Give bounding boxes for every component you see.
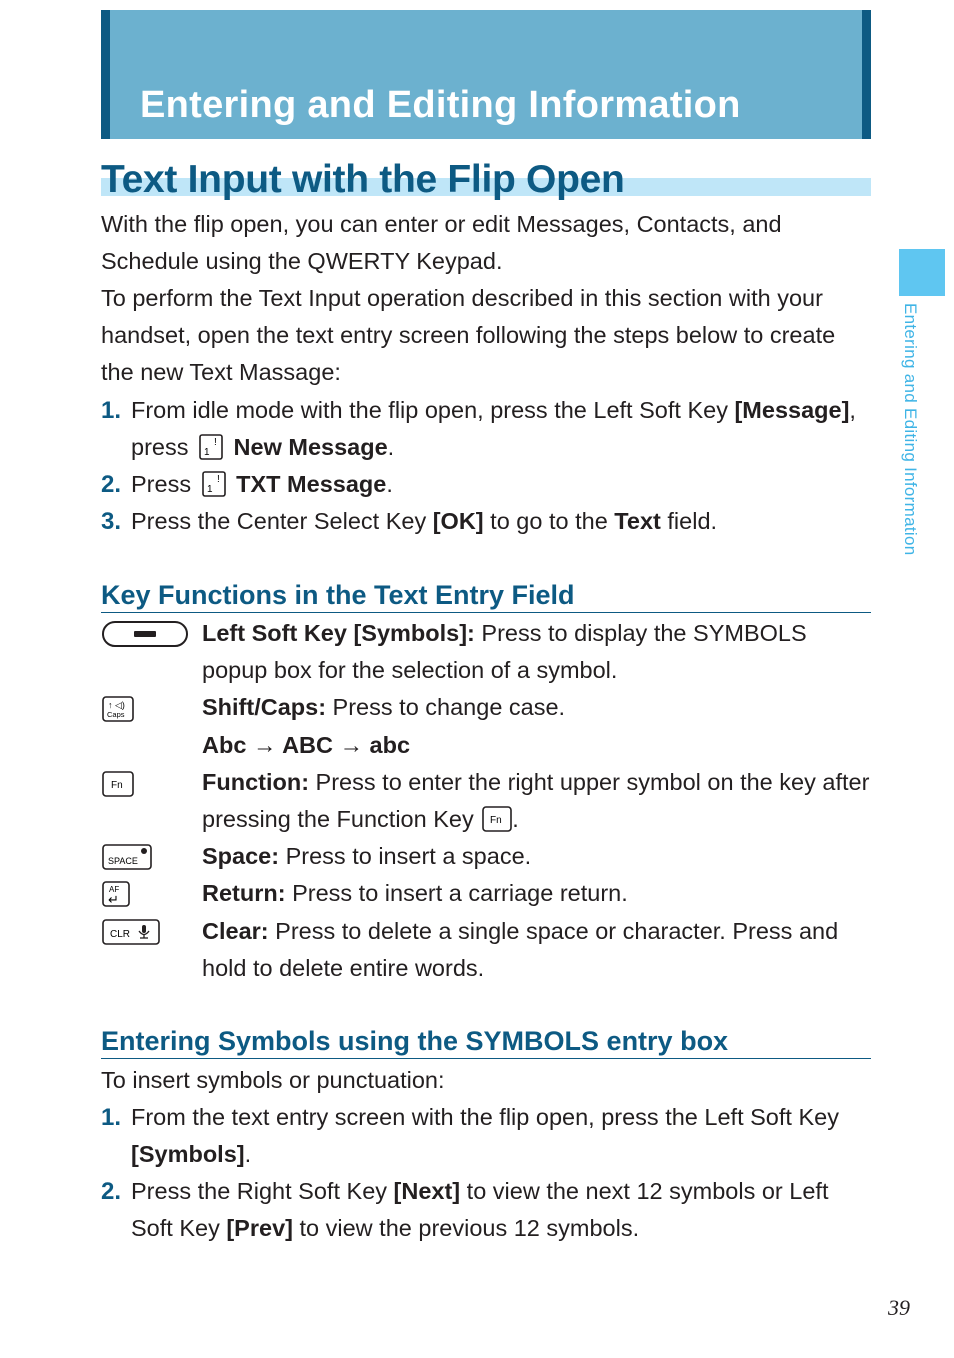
step-3: 3. Press the Center Select Key [OK] to go to the Text field. bbox=[101, 503, 871, 540]
svg-text:CLR: CLR bbox=[110, 929, 131, 940]
step-1: 1. From idle mode with the flip open, press the Left Soft Key [Message], press 1 ! New Message. bbox=[101, 392, 871, 471]
step-number: 1. bbox=[101, 397, 122, 424]
intro-paragraph-1: With the flip open, you can enter or edit Messages, Contacts, and Schedule using the QWERTY Keypad. bbox=[101, 211, 782, 274]
step-number: 2. bbox=[101, 1178, 122, 1205]
symbols-step-2: 2. Press the Right Soft Key [Next] to view the next 12 symbols or Left Soft Key [Prev] to view the previous 12 symbols. bbox=[101, 1173, 871, 1247]
svg-text:SPACE: SPACE bbox=[108, 856, 138, 866]
svg-text:Caps: Caps bbox=[107, 710, 125, 719]
key-row-left-soft-key: Left Soft Key [Symbols]: Press to display the SYMBOLS popup box for the selection of a symbol. bbox=[101, 615, 871, 689]
svg-text:↑ ◁): ↑ ◁) bbox=[108, 700, 125, 710]
step-2: 2. Press 1 ! TXT Message. bbox=[101, 466, 871, 508]
symbols-step-1: 1. From the text entry screen with the flip open, press the Left Soft Key [Symbols]. bbox=[101, 1099, 871, 1173]
svg-text:Fn: Fn bbox=[111, 780, 123, 791]
svg-text:↵: ↵ bbox=[108, 893, 119, 908]
left-soft-key-icon bbox=[101, 620, 189, 659]
step-number: 1. bbox=[101, 1104, 122, 1131]
step-number: 3. bbox=[101, 508, 122, 535]
symbols-intro: To insert symbols or punctuation: bbox=[101, 1067, 445, 1093]
clear-key-icon bbox=[101, 918, 161, 957]
key-row-clear: CLR Clear: Press to delete a single space or character. Press and hold to delete entire words. bbox=[101, 913, 871, 987]
key-row-return: AF ↵ Return: Press to insert a carriage return. bbox=[101, 875, 871, 912]
chapter-banner bbox=[101, 10, 871, 139]
key-1-digit: 1 bbox=[204, 447, 210, 458]
svg-text:Fn: Fn bbox=[490, 815, 502, 826]
case-cycle: Abc → ABC → abc bbox=[202, 732, 411, 758]
key-functions-heading: Key Functions in the Text Entry Field bbox=[101, 578, 871, 613]
key-row-space: SPACE Space: Press to insert a space. bbox=[101, 838, 871, 875]
chapter-side-label: Entering and Editing Information bbox=[901, 303, 920, 556]
key-row-case-cycle bbox=[101, 727, 871, 764]
key-row-shift-caps: ↑ ◁) Caps Shift/Caps: Press to change case. bbox=[101, 689, 871, 726]
chapter-side-tab bbox=[899, 249, 945, 296]
fn-key-icon bbox=[101, 770, 135, 809]
section-title: Text Input with the Flip Open bbox=[101, 158, 625, 201]
symbols-heading: Entering Symbols using the SYMBOLS entry box bbox=[101, 1024, 871, 1059]
key-row-function: Fn Function: Press to enter the right upper symbol on the key after pressing the Function Key Fn . bbox=[101, 764, 871, 843]
step-number: 2. bbox=[101, 471, 122, 498]
key-1-excl: ! bbox=[214, 437, 217, 448]
key-1-digit: 1 bbox=[206, 484, 213, 495]
intro-paragraph-2: To perform the Text Input operation described in this section with your handset, open the text entry screen following the steps below to create the new Text Massage: bbox=[101, 285, 836, 385]
page-number: 39 bbox=[888, 1295, 910, 1320]
key-1-excl: ! bbox=[216, 474, 220, 485]
chapter-title: Entering and Editing Information bbox=[140, 84, 741, 126]
svg-text:AF: AF bbox=[109, 885, 120, 894]
